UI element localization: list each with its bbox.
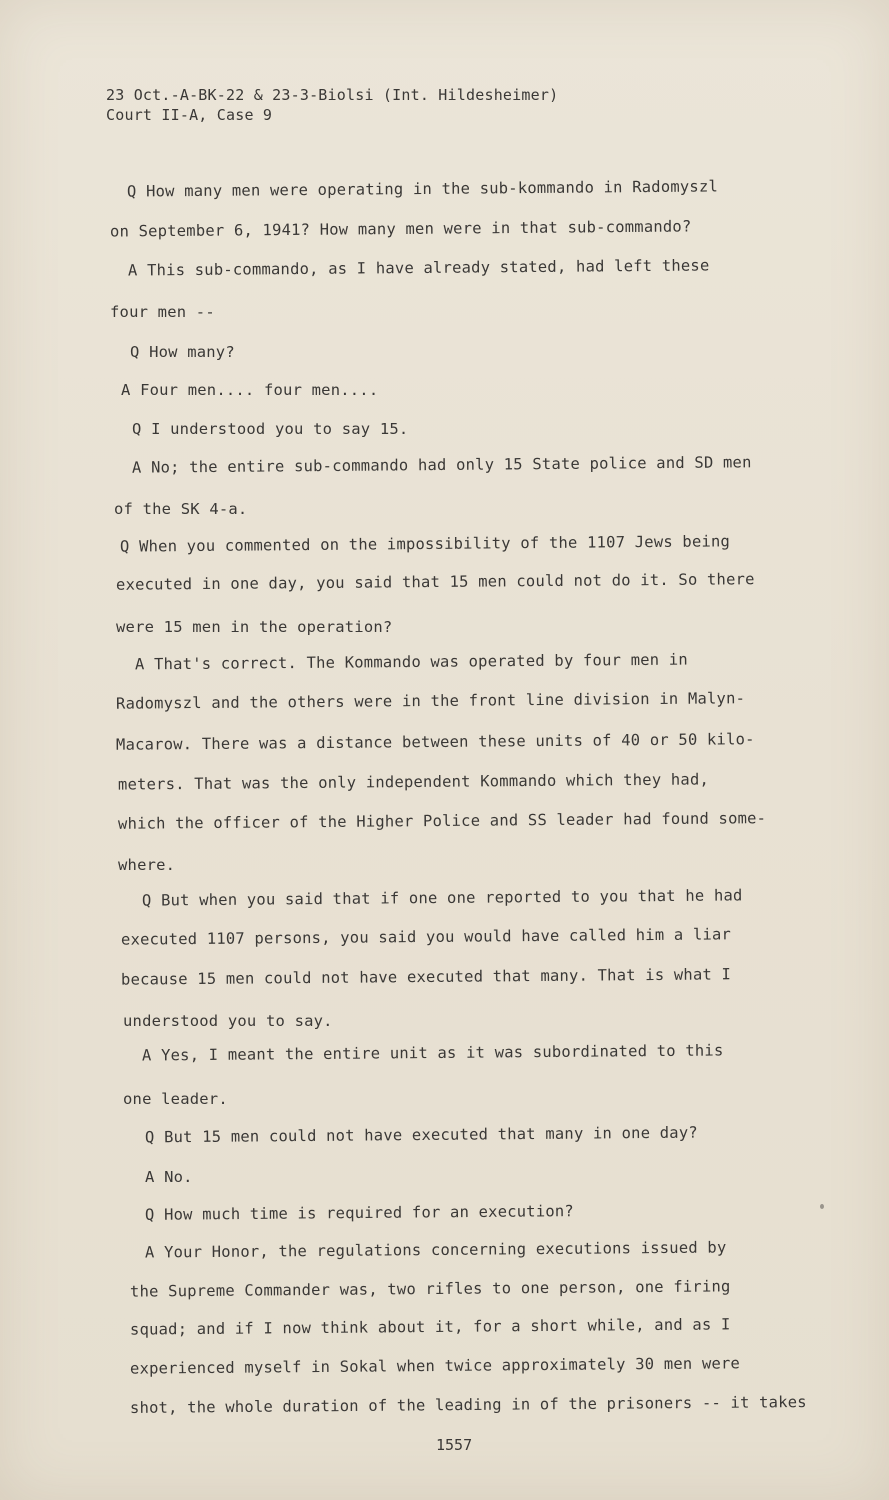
- transcript-line: which the officer of the Higher Police and SS leader had found some-: [117, 809, 767, 833]
- transcript-line: A No.: [145, 1168, 193, 1186]
- transcript-line: A Four men.... four men....: [121, 381, 379, 399]
- transcript-line: Q How many?: [130, 343, 235, 361]
- transcript-line: were 15 men in the operation?: [116, 618, 393, 636]
- header-case-reference: 23 Oct.-A-BK-22 & 23-3-Biolsi (Int. Hildesheimer): [106, 86, 559, 104]
- transcript-line: four men --: [110, 303, 215, 321]
- transcript-line: A That's correct. The Kommando was operated by four men in: [134, 650, 688, 674]
- transcript-line: meters. That was the only independent Kommando which they had,: [117, 770, 710, 794]
- transcript-line: executed in one day, you said that 15 men could not do it. So there: [115, 570, 755, 594]
- transcript-line: the Supreme Commander was, two rifles to one person, one firing: [129, 1277, 731, 1301]
- page-number: 1557: [436, 1436, 473, 1454]
- transcript-line: A Your Honor, the regulations concerning executions issued by: [144, 1238, 727, 1262]
- transcript-line: Q How many men were operating in the sub-kommando in Radomyszl: [126, 177, 719, 201]
- transcript-line: shot, the whole duration of the leading in of the prisoners -- it takes: [129, 1393, 807, 1417]
- transcript-line: Q How much time is required for an execution?: [144, 1202, 575, 1224]
- transcript-line: of the SK 4-a.: [114, 500, 248, 518]
- transcript-line: on September 6, 1941? How many men were in that sub-commando?: [109, 217, 692, 241]
- transcript-line: executed 1107 persons, you said you would have called him a liar: [120, 925, 732, 949]
- transcript-line: Q I understood you to say 15.: [132, 420, 409, 438]
- transcript-line: Macarow. There was a distance between these units of 40 or 50 kilo-: [115, 730, 755, 754]
- transcript-line: Q But 15 men could not have executed that many in one day?: [144, 1123, 698, 1147]
- transcript-line: A This sub-commando, as I have already stated, had left these: [127, 256, 710, 280]
- transcript-line: experienced myself in Sokal when twice approximately 30 men were: [129, 1354, 741, 1378]
- transcript-line: because 15 men could not have executed that many. That is what I: [120, 965, 732, 989]
- transcript-line: where.: [118, 856, 176, 874]
- transcript-line: A Yes, I meant the entire unit as it was subordinated to this: [141, 1041, 724, 1065]
- transcript-line: one leader.: [123, 1090, 228, 1108]
- transcript-line: understood you to say.: [123, 1012, 333, 1030]
- header-court: Court II-A, Case 9: [106, 106, 273, 124]
- paper-speck: [820, 1204, 824, 1209]
- transcript-line: Radomyszl and the others were in the front line division in Malyn-: [115, 689, 746, 713]
- transcript-line: squad; and if I now think about it, for a short while, and as I: [129, 1315, 731, 1339]
- transcript-line: Q When you commented on the impossibility of the 1107 Jews being: [119, 532, 731, 556]
- transcript-line: Q But when you said that if one one reported to you that he had: [141, 886, 743, 910]
- transcript-line: A No; the entire sub-commando had only 15 State police and SD men: [131, 453, 752, 477]
